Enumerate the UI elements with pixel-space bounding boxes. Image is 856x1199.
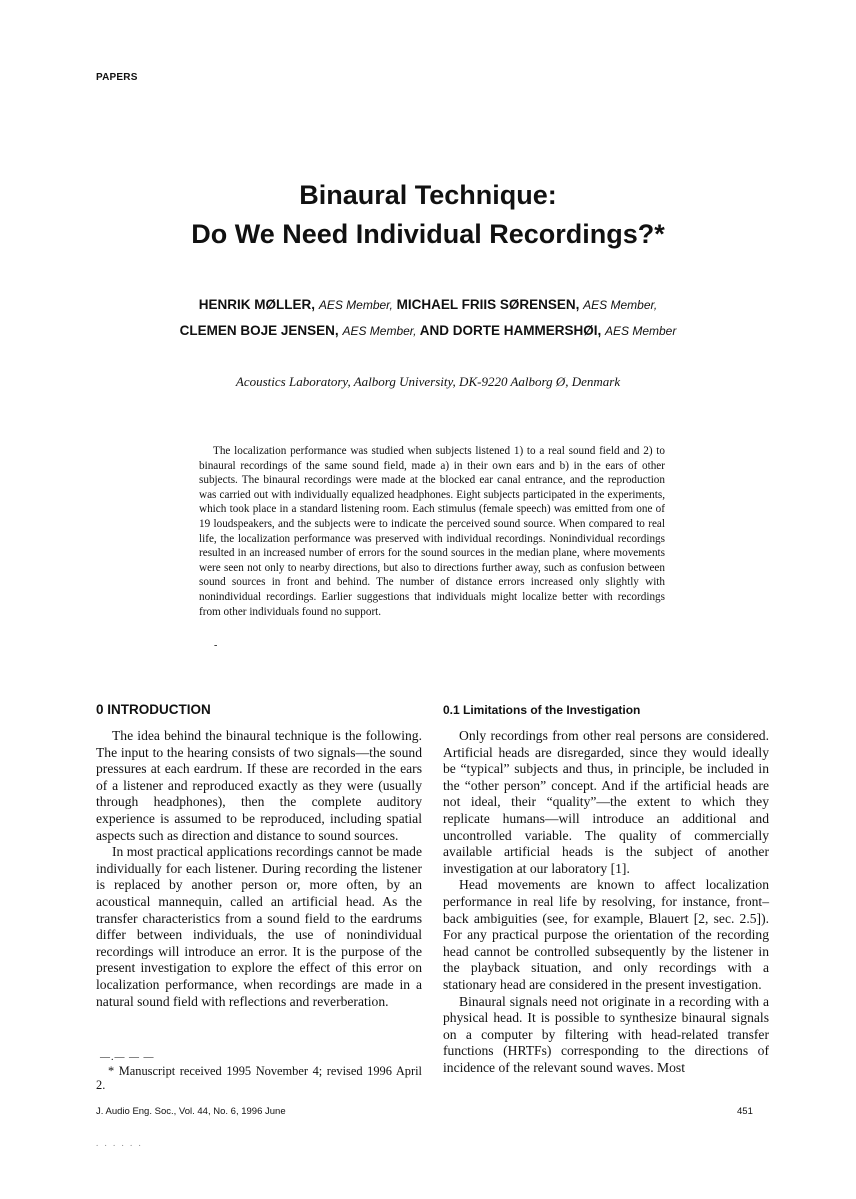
author-name: DORTE HAMMERSHØI, <box>452 323 602 338</box>
scan-artifact-dots: . . . . . . <box>96 1138 143 1148</box>
left-column <box>96 728 422 1010</box>
paragraph: The idea behind the binaural technique is the following. The input to the hearing consists of two signals—the sound pressures at each eardrum. If these are recorded in the ears of a listener and reproduced exactly as they were (usually through headphones), then the complete auditory experience is assumed to be reproduced, including spatial aspects such as direction and distance to sound sources. <box>96 728 422 843</box>
affiliation: Acoustics Laboratory, Aalborg University, DK-9220 Aalborg Ø, Denmark <box>235 374 621 389</box>
author-role: AES Member, <box>583 298 658 312</box>
title-line-2: Do We Need Individual Recordings?* <box>191 219 665 249</box>
paper-title <box>0 176 856 254</box>
paragraph: Head movements are known to affect localization performance in real life by resolving, for instance, front–back ambiguities (see, for example, Blauert [2, sec. 2.5]). For any practical purpose the orientation of the recording head cannot be controlled subsequently by the listener in the playback situation, and only recordings with a stationary head are considered in the present investigation. <box>443 877 769 992</box>
abstract: The localization performance was studied when subjects listened 1) to a real sound field and 2) to binaural recordings of the same sound field, made a) in their own ears and b) in the ears of other subjects. The binaural recordings were made at the blocked ear canal entrance, and the reproduction was carried out with individually equalized headphones. Eight subjects participated in the experiments, which took place in a standard listening room. Each stimulus (female speech) was emitted from one of 19 loudspeakers, and the subjects were to indicate the perceived sound source. When compared to real life, the localization performance was preserved with individual recordings. Nonindividual recordings resulted in an increased number of errors for the sound sources in the median plane, where movements were seen not only to nearby directions, but also to directions further away, such as confusion between sound sources in front and behind. The number of distance errors increased only slightly with nonindividual recordings. Earlier suggestions that individuals might localize better with recordings from other individuals found no support. <box>199 445 665 618</box>
author-conjunction: AND <box>419 323 449 338</box>
author-role: AES Member, <box>342 324 417 338</box>
section-heading-introduction: 0 INTRODUCTION <box>96 702 211 717</box>
author-name: HENRIK MØLLER, <box>198 297 316 312</box>
footnote: * Manuscript received 1995 November 4; revised 1996 April 2. <box>96 1064 422 1092</box>
journal-citation: J. Audio Eng. Soc., Vol. 44, No. 6, 1996 June <box>96 1106 286 1117</box>
paragraph: Only recordings from other real persons are considered. Artificial heads are disregarded, since they would ideally be “typical” subjects and thus, in principle, be included in the “other person” concept. And if the artificial heads are not ideal, their “quality”—the extent to which they replicate humans—will introduce an additional and uncontrolled variable. The quality of commercially available artificial heads is the subject of another investigation at our laboratory [1]. <box>443 728 769 876</box>
footnote-rule: —.— — — <box>100 1052 155 1063</box>
page-number: 451 <box>737 1106 753 1117</box>
author-role: AES Member <box>605 324 677 338</box>
author-role: AES Member, <box>318 298 393 312</box>
title-line-1: Binaural Technique: <box>299 180 557 210</box>
author-list <box>0 292 856 344</box>
author-name: MICHAEL FRIIS SØRENSEN, <box>396 297 580 312</box>
section-heading-limitations: 0.1 Limitations of the Investigation <box>443 703 641 717</box>
authors-line-2 <box>0 318 856 344</box>
paragraph: In most practical applications recordings cannot be made individually for each listener. During recording the listener is replaced by another person or, more often, by an acoustical mannequin, called an artificial head. As the transfer characteristics from a sound field to the eardrums differ between individuals, the use of nonindividual recordings will introduce an error. It is the purpose of the present investigation to explore the effect of this error on localization performance, when recordings are made in a natural sound field with reflections and reverberation. <box>96 844 422 1009</box>
stray-mark: - <box>214 640 218 651</box>
authors-line-1 <box>0 292 856 318</box>
author-name: CLEMEN BOJE JENSEN, <box>179 323 339 338</box>
paragraph: Binaural signals need not originate in a recording with a physical head. It is possible to synthesize binaural signals on a computer by filtering with head-related transfer functions (HRTFs) corresponding to the directions of incidence of the relevant sound waves. Most <box>443 993 769 1075</box>
running-head: PAPERS <box>96 72 138 83</box>
right-column <box>443 728 769 1076</box>
